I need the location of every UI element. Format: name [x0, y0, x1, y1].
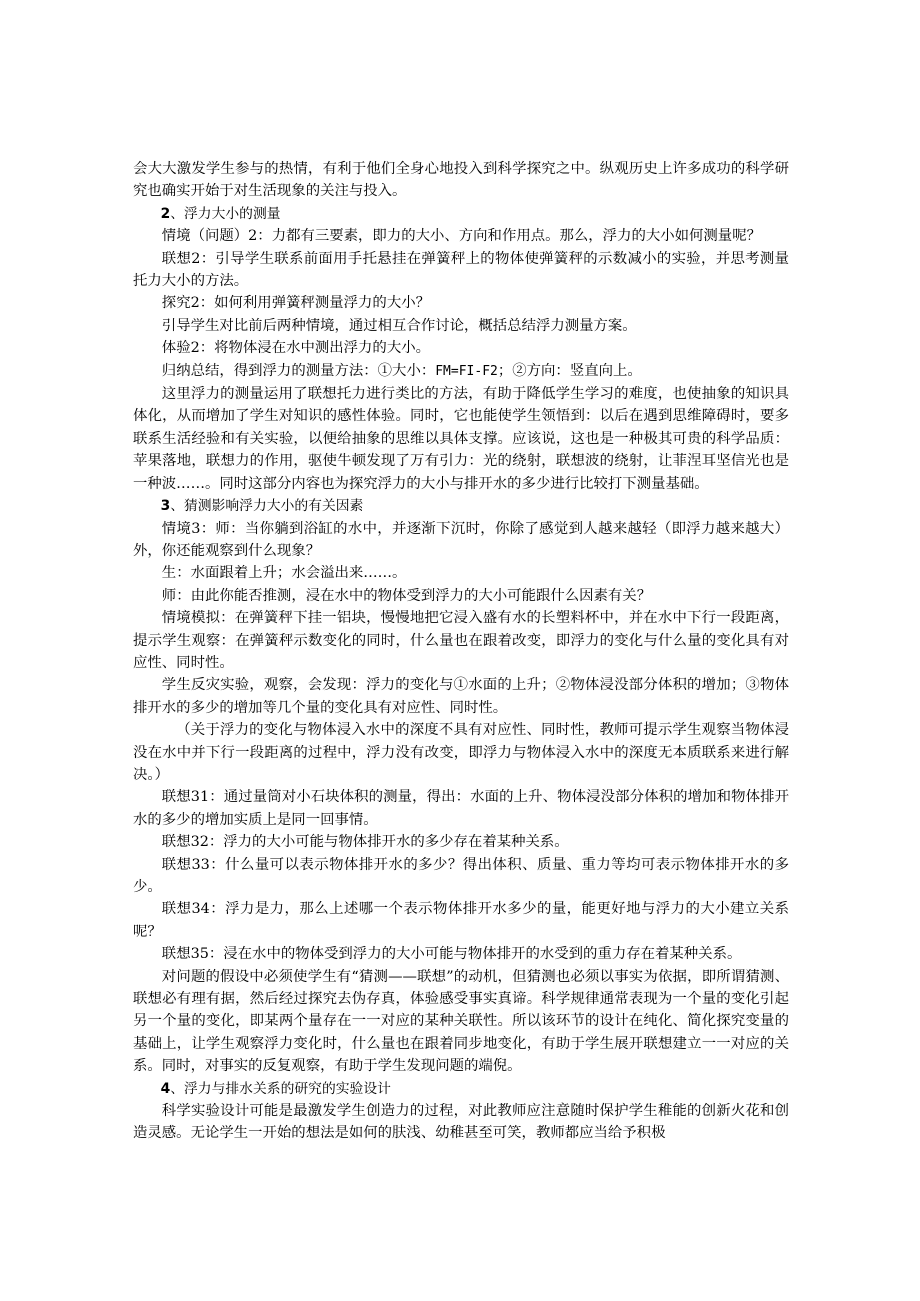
- heading-number: 2: [160, 205, 171, 222]
- paragraph-parenthetical-note: （关于浮力的变化与物体浸入水中的深度不具有对应性、同时性，教师可提示学生观察当物体浸没在水中并下行一段距离的过程中，浮力没有改变，即浮力与物体浸入水中的深度无本质联系来进行解决。）: [133, 722, 789, 783]
- paragraph-teacher-question: 师：由此你能否推测，浸在水中的物体受到浮力的大小可能跟什么因素有关？: [161, 587, 652, 604]
- summary-text-before: 归纳总结，得到浮力的测量方法：①大小：: [161, 362, 436, 379]
- paragraph-hypothesis-discussion: 对问题的假设中必须使学生有“猜测——联想”的动机，但猜测也必须以事实为依据，即所谓猜测、联想必有理有据，然后经过探究去伪存真，体验感受事实真谛。科学规律通常表现为一个量的变化引起另一个量的变化，即某两个量存在一一对应的某种关联性。所以该环节的设计在纯化、简化探究变量的基础上，让学生观察浮力变化时，什么量也在跟着同步地变化，有助于学生展开联想建立一一对应的关系。同时，对事实的反复观察，有助于学生发现问题的端倪。: [133, 968, 789, 1075]
- paragraph-inquiry-2: 探究2：如何利用弹簧秤测量浮力的大小？: [161, 295, 430, 312]
- heading-text: 、浮力大小的测量: [170, 205, 281, 222]
- paragraph-association-2: 联想2：引导学生联系前面用手托悬挂在弹簧秤上的物体使弹簧秤的示数减小的实验，并思考测量托力大小的方法。: [133, 250, 789, 290]
- paragraph-continuation: 会大大激发学生参与的热情，有利于他们全身心地投入到科学探究之中。纵观历史上许多成功的科学研究也确实开始于对生活现象的关注与投入。: [133, 161, 789, 200]
- heading-number: 3: [160, 498, 171, 515]
- paragraph-guidance: 引导学生对比前后两种情境，通过相互合作讨论，概括总结浮力测量方案。: [161, 317, 637, 334]
- paragraph-association-34: 联想34：浮力是力，那么上述哪一个表示物体排开水多少的量，能更好地与浮力的大小建立关系呢？: [133, 901, 789, 940]
- section-heading-3: [133, 495, 789, 517]
- paragraph-experience-2: 体验2：将物体浸在水中测出浮力的大小。: [161, 340, 430, 357]
- document-page: [133, 158, 789, 1145]
- section-heading-2: [133, 203, 789, 225]
- heading-text: 、浮力与排水关系的研究的实验设计: [170, 1080, 391, 1097]
- paragraph-analysis: 这里浮力的测量运用了联想托力进行类比的方法，有助于降低学生学习的难度，也使抽象的知识具体化，从而增加了学生对知识的感性体验。同时，它也能使学生领悟到：以后在遇到思维障碍时，要多联系生活经验和有关实验，以便给抽象的思维以具体支撑。应该说，这也是一种极其可贵的科学品质：苹果落地，联想力的作用，驱使牛顿发现了万有引力：光的绕射，联想波的绕射，让菲涅耳坚信光也是一种波……。同时这部分内容也为探究浮力的大小与排开水的多少进行比较打下测量基础。: [133, 386, 789, 492]
- paragraph-association-32: 联想32：浮力的大小可能与物体排开水的多少存在着某种关系。: [161, 834, 569, 851]
- paragraph-association-31: 联想31：通过量筒对小石块体积的测量，得出：水面的上升、物体浸没部分体积的增加和物体排开水的多少的增加实质上是同一回事情。: [133, 789, 789, 828]
- buoyancy-formula: FM=FI-F2: [435, 363, 498, 379]
- paragraph-experiment-design: 科学实验设计可能是最激发学生创造力的过程，对此教师应注意随时保护学生稚能的创新火花和创造灵感。无论学生一开始的想法是如何的肤浅、幼稚甚至可笑，教师都应当给予积极: [133, 1103, 789, 1142]
- paragraph-summary: [133, 360, 789, 383]
- paragraph-situation-3: 情境3：师：当你躺到浴缸的水中，并逐渐下沉时，你除了感觉到人越来越轻（即浮力越来越大）外，你还能观察到什么现象？: [133, 520, 789, 559]
- paragraph-association-35: 联想35：浸在水中的物体受到浮力的大小可能与物体排开的水受到的重力存在着某种关系。: [161, 946, 742, 963]
- paragraph-simulation: 情境模拟：在弹簧秤下挂一铝块，慢慢地把它浸入盛有水的长塑料杯中，并在水中下行一段距离，提示学生观察：在弹簧秤示数变化的同时，什么量也在跟着改变，即浮力的变化与什么量的变化具有对应性、同时性。: [133, 610, 789, 671]
- heading-text: 、猜测影响浮力大小的有关因素: [170, 498, 364, 515]
- paragraph-student-answer: 生：水面跟着上升；水会溢出来……。: [161, 565, 407, 582]
- paragraph-situation-2: 情境（问题）2：力都有三要素，即力的大小、方向和作用点。那么，浮力的大小如何测量呢？: [161, 228, 761, 245]
- summary-text-after: ；②方向：竖直向上。: [497, 362, 642, 379]
- paragraph-association-33: 联想33：什么量可以表示物体排开水的多少？得出体积、质量、重力等均可表示物体排开水的多少。: [133, 856, 789, 895]
- section-heading-4: [133, 1078, 789, 1100]
- paragraph-student-experiment: 学生反灾实验，观察，会发现：浮力的变化与①水面的上升；②物体浸没部分体积的增加；③物体排开水的多少的增加等几个量的变化具有对应性、同时性。: [133, 677, 789, 716]
- heading-number: 4: [160, 1080, 171, 1097]
